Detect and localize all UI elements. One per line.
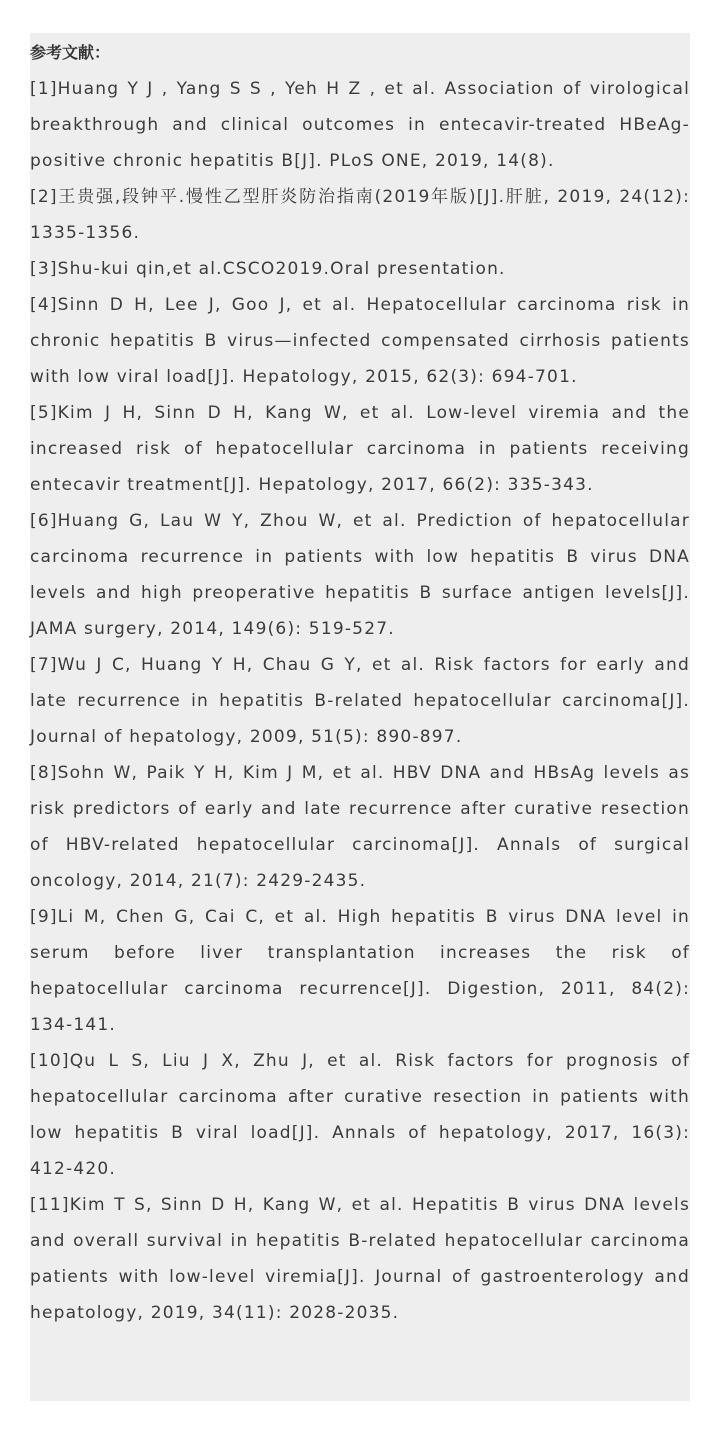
reference-item-8: [8]Sohn W, Paik Y H, Kim J M, et al. HBV DNA and HBsAg levels as risk predictors of early and late recurrence after curative resection of HBV-related hepatocellular carcinoma[J]. Annals of surgical oncology, 2014, 21(7): 2429-2435. [30, 763, 690, 891]
reference-item-10: [10]Qu L S, Liu J X, Zhu J, et al. Risk factors for prognosis of hepatocellular carcinoma after curative resection in patients with low hepatitis B viral load[J]. Annals of hepatology, 2017, 16(3): 412-420. [30, 1051, 690, 1179]
reference-item-3: [3]Shu-kui qin,et al.CSCO2019.Oral presentation. [30, 259, 506, 279]
reference-item-6: [6]Huang G, Lau W Y, Zhou W, et al. Prediction of hepatocellular carcinoma recurrence in patients with low hepatitis B virus DNA levels and high preoperative hepatitis B surface antigen levels[J]. JAMA surgery, 2014, 149(6): 519-527. [30, 511, 690, 639]
reference-list [30, 71, 690, 1331]
reference-item-9: [9]Li M, Chen G, Cai C, et al. High hepatitis B virus DNA level in serum before liver transplantation increases the risk of hepatocellular carcinoma recurrence[J]. Digestion, 2011, 84(2): 134-141. [30, 907, 690, 1035]
references-panel [30, 33, 690, 1401]
references-heading: 参考文献： [30, 43, 111, 62]
reference-item-11: [11]Kim T S, Sinn D H, Kang W, et al. Hepatitis B virus DNA levels and overall survival in hepatitis B-related hepatocellular carcinoma patients with low-level viremia[J]. Journal of gastroenterology and hepatology, 2019, 34(11): 2028-2035. [30, 1195, 690, 1323]
reference-item-7: [7]Wu J C, Huang Y H, Chau G Y, et al. Risk factors for early and late recurrence in hepatitis B-related hepatocellular carcinoma[J]. Journal of hepatology, 2009, 51(5): 890-897. [30, 655, 690, 747]
reference-item-2: [2]王贵强,段钟平.慢性乙型肝炎防治指南(2019年版)[J].肝脏, 2019, 24(12): 1335-1356. [30, 187, 690, 243]
reference-item-1: [1]Huang Y J , Yang S S , Yeh H Z , et al. Association of virological breakthrough and clinical outcomes in entecavir-treated HBeAg-positive chronic hepatitis B[J]. PLoS ONE, 2019, 14(8). [30, 79, 690, 171]
reference-item-5: [5]Kim J H, Sinn D H, Kang W, et al. Low-level viremia and the increased risk of hepatocellular carcinoma in patients receiving entecavir treatment[J]. Hepatology, 2017, 66(2): 335-343. [30, 403, 690, 495]
reference-item-4: [4]Sinn D H, Lee J, Goo J, et al. Hepatocellular carcinoma risk in chronic hepatitis B virus—infected compensated cirrhosis patients with low viral load[J]. Hepatology, 2015, 62(3): 694-701. [30, 295, 690, 387]
